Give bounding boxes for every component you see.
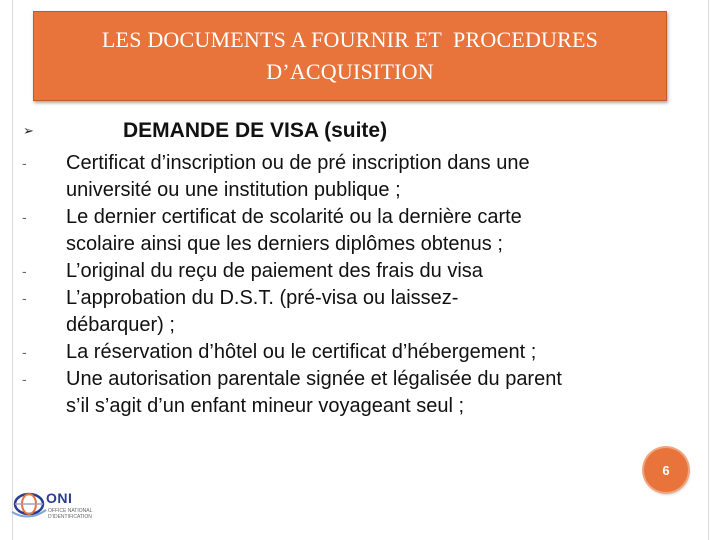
dash-bullet-icon: - (22, 371, 27, 387)
list-item-text: La réservation d’hôtel ou le certificat d’hébergement ; (66, 341, 537, 363)
document-list (0, 150, 720, 420)
list-item-text: L’approbation du D.S.T. (pré-visa ou laissez- (66, 287, 459, 309)
section-heading-row (0, 117, 720, 147)
list-item-text: débarquer) ; (66, 314, 175, 336)
list-item (0, 204, 720, 258)
list-item-text: Le dernier certificat de scolarité ou la dernière carte (66, 206, 522, 228)
page-number-badge: 6 (644, 448, 688, 492)
list-item-text: L’original du reçu de paiement des frais du visa (66, 260, 483, 282)
logo-subtitle-line-1: OFFICE NATIONAL (48, 508, 93, 514)
globe-logo-icon (10, 488, 48, 520)
list-item-text: université ou une institution publique ; (66, 179, 401, 201)
list-item (0, 339, 720, 366)
logo-wordmark: ONI (46, 490, 73, 506)
list-item (0, 258, 720, 285)
list-item (0, 150, 720, 204)
list-item (0, 285, 720, 339)
dash-bullet-icon: - (22, 209, 27, 225)
slide-title-line-2: D’ACQUISITION (266, 59, 434, 84)
slide-title-line-1: LES DOCUMENTS A FOURNIR ET PROCEDURES (101, 27, 599, 52)
dash-bullet-icon: - (22, 344, 27, 360)
oni-logo (10, 488, 110, 528)
logo-subtitle (48, 508, 92, 520)
slide-title-banner (33, 11, 667, 101)
list-item (0, 366, 720, 420)
dash-bullet-icon: - (22, 263, 27, 279)
list-item-text: Certificat d’inscription ou de pré inscription dans une (66, 152, 530, 174)
arrow-bullet-icon: ➢ (23, 123, 34, 138)
section-heading: DEMANDE DE VISA (suite) (123, 119, 388, 142)
logo-subtitle-line-2: D'IDENTIFICATION (48, 514, 92, 520)
list-item-text: scolaire ainsi que les derniers diplômes obtenus ; (66, 233, 503, 255)
dash-bullet-icon: - (22, 155, 27, 171)
list-item-text: s’il s’agit d’un enfant mineur voyageant seul ; (66, 395, 465, 417)
list-item-text: Une autorisation parentale signée et légalisée du parent (66, 368, 562, 390)
dash-bullet-icon: - (22, 290, 27, 306)
